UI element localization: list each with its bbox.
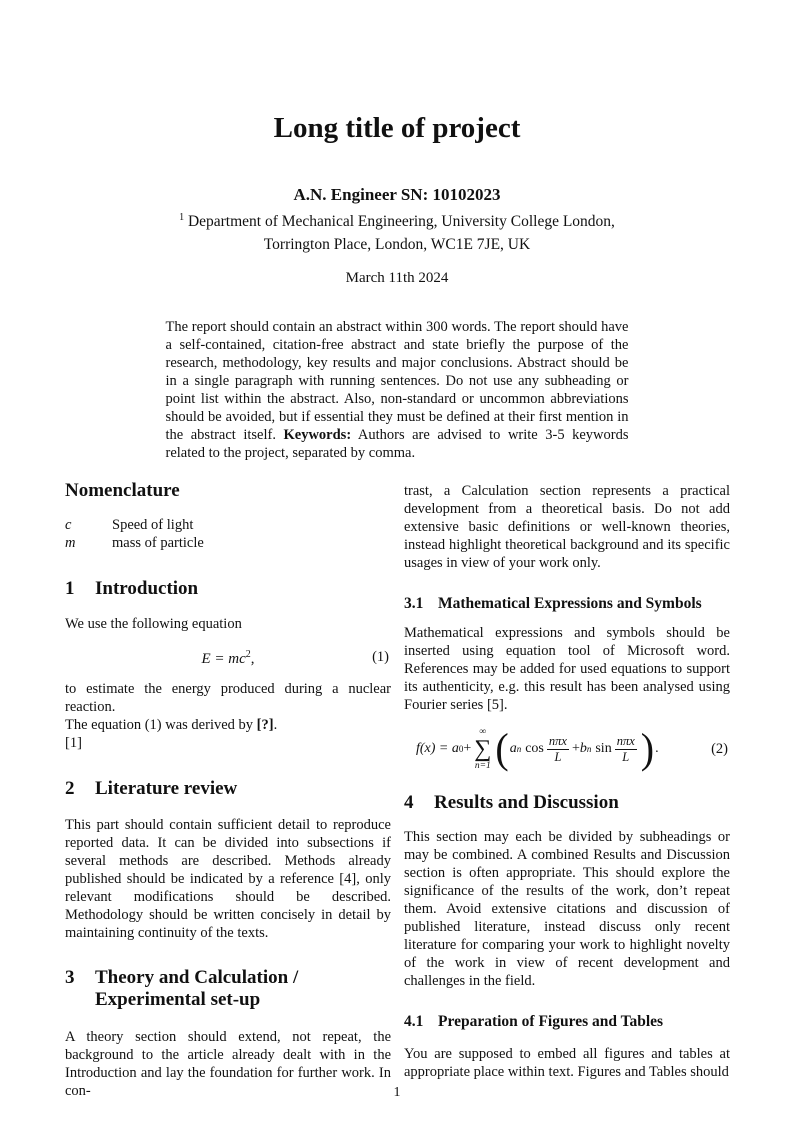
section-3-title: Theory and Calculation / Experimental set-up xyxy=(95,967,299,1011)
equation-1-body: E = mc xyxy=(201,651,246,668)
two-column-body xyxy=(0,462,794,1100)
section-4-1-heading xyxy=(404,1013,730,1031)
section-2-title: Literature review xyxy=(95,778,238,800)
equation-2: f(x) = a 0 + ∞ ∑ n=1 ( a n cos $\frac{\text{nπx}}{L}$ + b n sin $\frac{\text{nπx}}{L}$ ) . (2) xyxy=(416,725,728,773)
cos-function: cos xyxy=(525,741,544,757)
affiliation-footnote-marker: 1 xyxy=(179,212,185,223)
section-1-citation-line xyxy=(65,716,391,734)
equation-2-term2-var: b xyxy=(579,741,587,757)
section-1-paragraph: to estimate the energy produced during a nuclear reaction. xyxy=(65,681,391,716)
abstract-text: The report should contain an abstract within 300 words. The report should have a self-contained, citation-free abstract and state briefly the purpose of the research, methodology, key results and major conclusions. Abstract should be in a single paragraph with running sentences. Do not use any subheading or point list within the abstract. Also, non-standard or uncommon abbreviations should be avoided, but if essential they must be defined at their first mention in the abstract itself. xyxy=(165,319,629,444)
section-3-paragraph-left: A theory section should extend, not repeat, the background to the article already dealt with in the Introduction and lay the foundation for further work. In con- xyxy=(65,1029,391,1100)
nomenclature-row xyxy=(65,534,391,552)
section-3-1-number: 3.1 xyxy=(404,595,424,613)
summation-symbol xyxy=(474,727,491,772)
section-4-paragraph: This section may each be divided by subheadings or may be combined. A combined Results and Discussion section is often appropriate. This should explore the significance of the results of the work, don’t repeat them. Avoid extensive citations and discussion of published literature, instead discuss only recent literature for comparing your work to highlight novelty of the work in view of recent development and challenges in the field. xyxy=(404,829,730,990)
fraction-1-denominator: L xyxy=(554,749,562,764)
equation-2-tail: . xyxy=(655,741,659,757)
reference-1-line: [1] xyxy=(65,735,82,752)
section-1-number: 1 xyxy=(65,578,75,600)
date-line: March 11th 2024 xyxy=(345,270,449,287)
fraction-1 xyxy=(547,734,569,764)
citation-line-text: The equation (1) was derived by xyxy=(65,717,257,734)
section-3-1-title: Mathematical Expressions and Symbols xyxy=(438,595,702,613)
page-number: 1 xyxy=(393,1085,401,1100)
section-3-1-paragraph: Mathematical expressions and symbols should be inserted using equation tool of Microsoft word. References may be added for used equations to support its authenticity, e.g. this result has been analysed using Fourier series [5]. xyxy=(404,625,730,714)
keywords-text: Authors are advised to write 3-5 keywords related to the project, separated by comma. xyxy=(165,427,629,462)
section-2-paragraph: This part should contain sufficient detail to reproduce reported data. It can be divided into subsections if several methods are described. Methods already published should be indicated by a reference [4], only relevant modifications should be described. Methodology should be written concisely in detail by maintaining continuity of the texts. xyxy=(65,817,391,942)
fraction-2 xyxy=(615,734,637,764)
nomenclature-symbol: c xyxy=(65,517,72,534)
nomenclature-row xyxy=(65,516,391,534)
nomenclature-heading-text: Nomenclature xyxy=(65,480,180,502)
section-4-1-number: 4.1 xyxy=(404,1013,424,1031)
nomenclature-heading xyxy=(65,480,391,502)
undefined-reference: [?] xyxy=(256,717,274,734)
fraction-2-denominator: L xyxy=(622,749,630,764)
nomenclature-description: mass of particle xyxy=(112,535,204,552)
summation-upper-limit: ∞ xyxy=(479,726,487,737)
author-line: A.N. Engineer SN: 10102023 xyxy=(293,185,501,204)
affiliation-text-1: Department of Mechanical Engineering, University College London, xyxy=(184,213,615,231)
right-column xyxy=(404,480,730,1100)
sigma-glyph: ∑ xyxy=(474,736,492,763)
nomenclature-list xyxy=(65,516,391,552)
equation-2-plus: + xyxy=(463,741,472,757)
equation-2-lhs: f(x) = a xyxy=(416,741,459,757)
section-1-lead: We use the following equation xyxy=(65,616,242,633)
citation-line-period: . xyxy=(273,717,278,734)
page-footer xyxy=(0,1085,794,1101)
section-3-paragraph-right: trast, a Calculation section represents a practical development from a theoretical basis. Do not add extensive basic definitions or well-known theories, instead highlight theoretical background and its specific usages in view of your work only. xyxy=(404,483,730,572)
page-title: Long title of project xyxy=(273,112,521,144)
equation-1-exponent: 2 xyxy=(245,649,251,661)
section-3-number: 3 xyxy=(65,967,75,989)
nomenclature-description: Speed of light xyxy=(112,517,194,534)
section-4-number: 4 xyxy=(404,792,414,814)
section-4-heading xyxy=(404,792,730,814)
section-1-paragraphs xyxy=(65,680,391,752)
nomenclature-symbol: m xyxy=(65,535,76,552)
fraction-1-numerator: nπx xyxy=(548,734,567,749)
equation-2-term2-plus: + xyxy=(571,741,580,757)
equation-2-label: (2) xyxy=(711,741,728,758)
summation-lower-limit: n=1 xyxy=(474,761,491,772)
keywords-label: Keywords: xyxy=(283,427,352,444)
equation-1-label: (1) xyxy=(372,649,389,666)
equation-1-tail: , xyxy=(250,651,255,668)
section-4-1-title: Preparation of Figures and Tables xyxy=(438,1013,664,1031)
fraction-2-numerator: nπx xyxy=(616,734,635,749)
left-column xyxy=(65,480,391,1100)
sin-function: sin xyxy=(595,741,612,757)
equation-2-term1-var: a xyxy=(509,741,517,757)
affiliation-line-2: Torrington Place, London, WC1E 7JE, UK xyxy=(263,236,531,254)
equation-1 xyxy=(65,645,391,669)
section-3-1-heading xyxy=(404,595,730,613)
section-2-number: 2 xyxy=(65,778,75,800)
section-1-heading xyxy=(65,578,391,600)
affiliation-line-1 xyxy=(0,207,794,232)
section-3-heading xyxy=(65,967,391,1011)
abstract-block xyxy=(166,318,629,462)
section-1-title: Introduction xyxy=(95,578,199,600)
section-4-1-paragraph: You are supposed to embed all figures and tables at appropriate place within text. Figures and Tables should xyxy=(404,1046,730,1081)
section-4-title: Results and Discussion xyxy=(434,792,619,814)
section-2-heading xyxy=(65,778,391,800)
